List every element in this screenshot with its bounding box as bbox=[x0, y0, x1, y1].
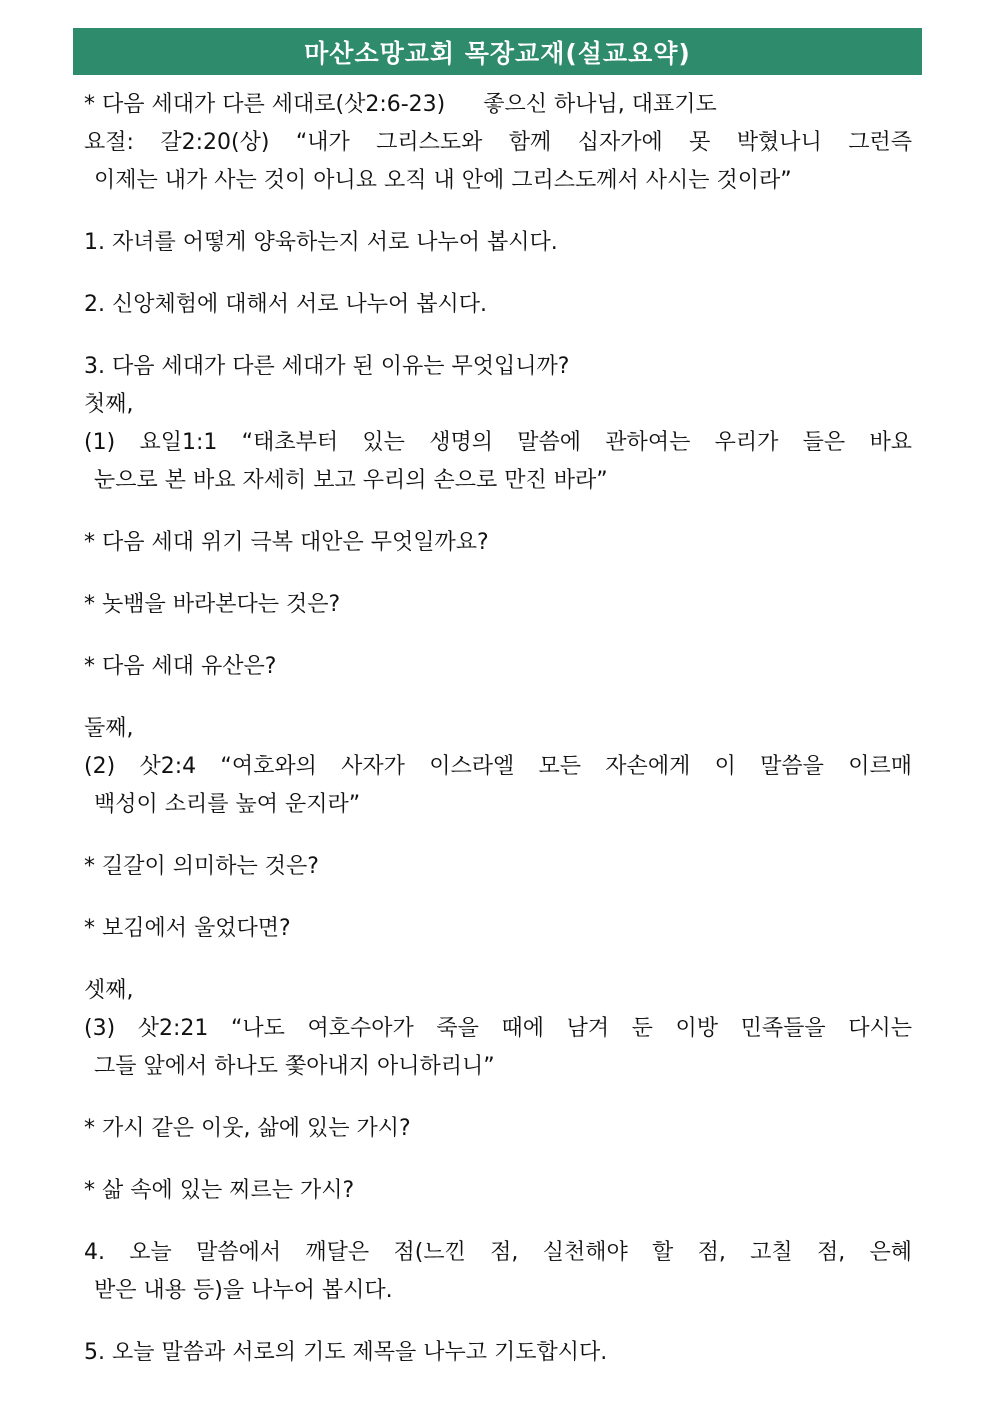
first-verse-line1: (1) 요일1:1 “태초부터 있는 생명의 말씀에 관하여는 우리가 들은 바요 bbox=[84, 430, 912, 455]
question-4-line2: 받은 내용 등)을 나누어 봅시다. bbox=[94, 1278, 393, 1303]
prayer-note: 좋으신 하나님, 대표기도 bbox=[483, 92, 717, 117]
second-verse-line2: 백성이 소리를 높여 운지라” bbox=[94, 792, 361, 817]
third-verse-line1: (3) 삿2:21 “나도 여호수아가 죽을 때에 남겨 둔 이방 민족들을 다시는 bbox=[84, 1016, 912, 1041]
bullet-item: * 다음 세대 위기 극복 대안은 무엇일까요? bbox=[84, 530, 489, 555]
bullet-item: * 보김에서 울었다면? bbox=[84, 916, 291, 941]
intro-line bbox=[84, 86, 912, 124]
second-verse-line1: (2) 삿2:4 “여호와의 사자가 이스라엘 모든 자손에게 이 말씀을 이르매 bbox=[84, 754, 912, 779]
sermon-title: * 다음 세대가 다른 세대로(삿2:6-23) bbox=[84, 92, 446, 117]
question-2: 2. 신앙체험에 대해서 서로 나누어 봅시다. bbox=[84, 292, 487, 317]
third-verse-line2: 그들 앞에서 하나도 쫓아내지 아니하리니” bbox=[94, 1054, 495, 1079]
key-verse-line2: 이제는 내가 사는 것이 아니요 오직 내 안에 그리스도께서 사시는 것이라” bbox=[94, 168, 792, 193]
bullet-item: * 놋뱀을 바라본다는 것은? bbox=[84, 592, 341, 617]
second-label: 둘째, bbox=[84, 716, 134, 741]
question-1: 1. 자녀를 어떻게 양육하는지 서로 나누어 봅시다. bbox=[84, 230, 558, 255]
first-label: 첫째, bbox=[84, 392, 134, 417]
question-4-line1: 4. 오늘 말씀에서 깨달은 점(느낀 점, 실천해야 할 점, 고칠 점, 은혜 bbox=[84, 1240, 912, 1265]
title-bar bbox=[73, 28, 922, 75]
question-5: 5. 오늘 말씀과 서로의 기도 제목을 나누고 기도합시다. bbox=[84, 1340, 608, 1365]
question-3: 3. 다음 세대가 다른 세대가 된 이유는 무엇입니까? bbox=[84, 354, 570, 379]
bullet-item: * 다음 세대 유산은? bbox=[84, 654, 277, 679]
third-label: 셋째, bbox=[84, 978, 134, 1003]
bullet-item: * 길갈이 의미하는 것은? bbox=[84, 854, 319, 879]
page-title: 마산소망교회 목장교재(설교요약) bbox=[304, 38, 691, 68]
content bbox=[84, 86, 912, 1372]
first-verse-line2: 눈으로 본 바요 자세히 보고 우리의 손으로 만진 바라” bbox=[94, 468, 608, 493]
bullet-item: * 삶 속에 있는 찌르는 가시? bbox=[84, 1178, 355, 1203]
key-verse-line1: 요절: 갈2:20(상) “내가 그리스도와 함께 십자가에 못 박혔나니 그런즉 bbox=[84, 130, 912, 155]
bullet-item: * 가시 같은 이웃, 삶에 있는 가시? bbox=[84, 1116, 411, 1141]
